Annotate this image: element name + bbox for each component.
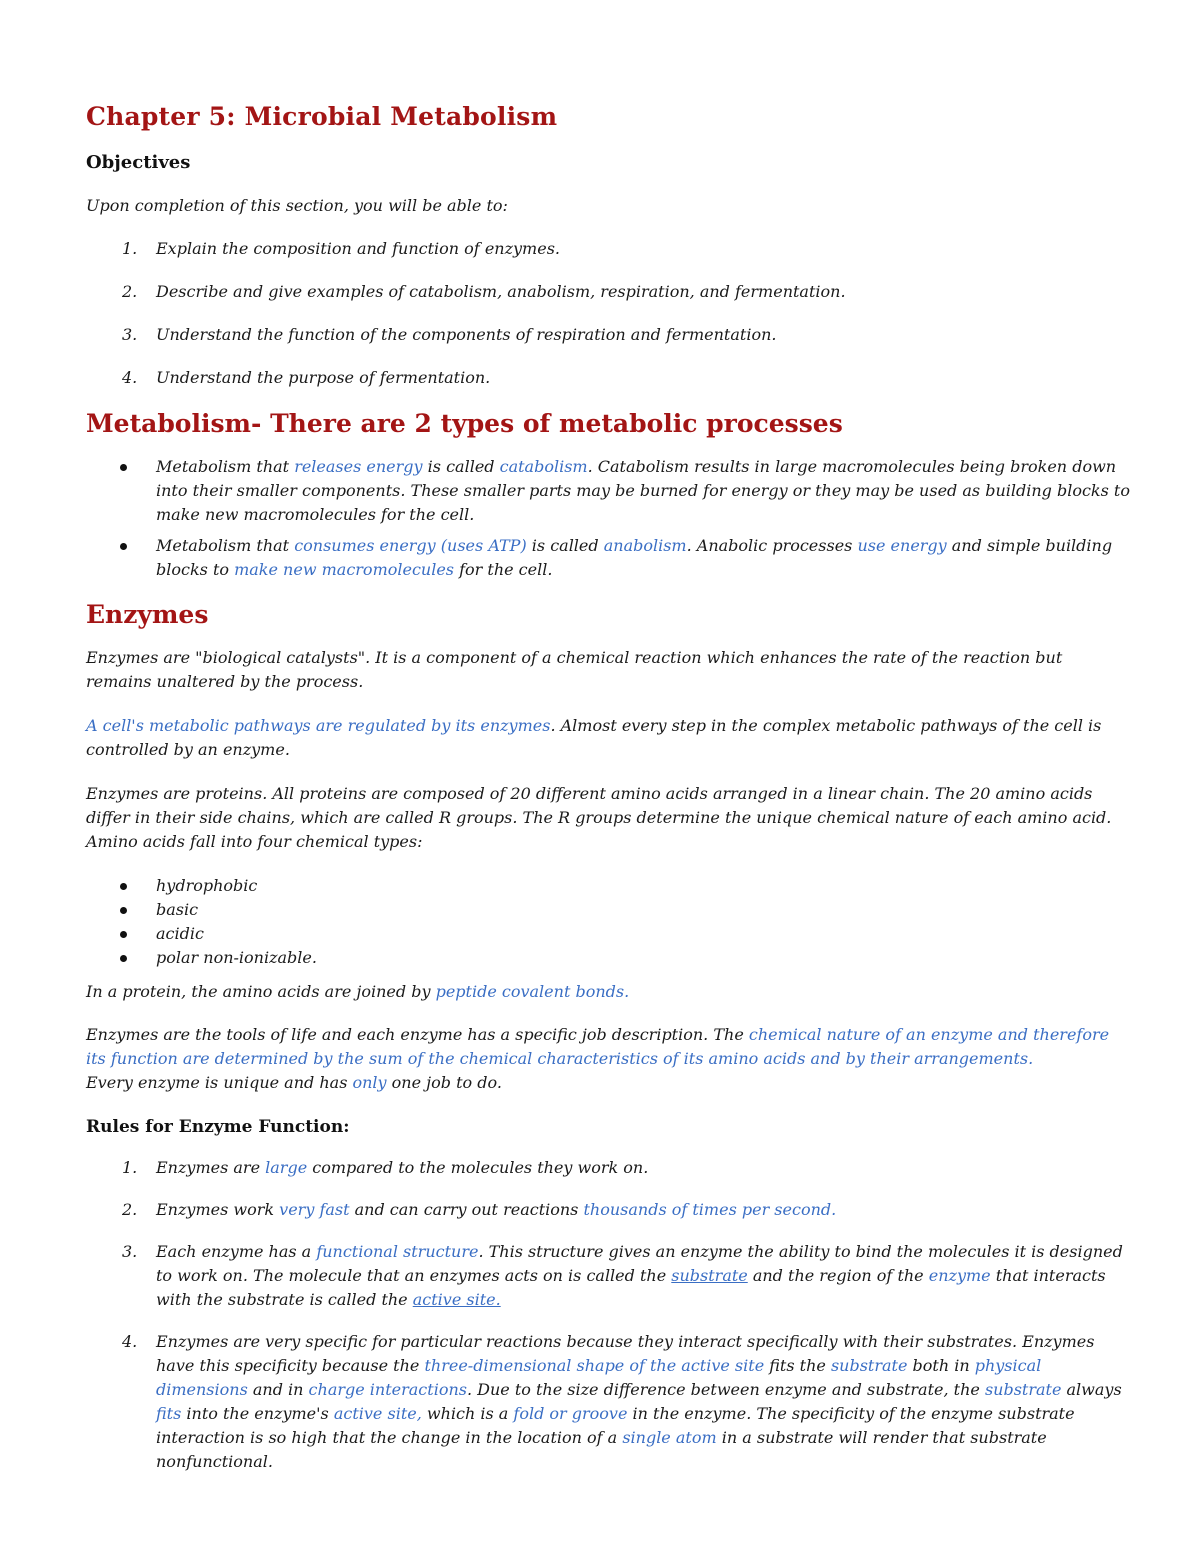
list-item-text: Understand the purpose of fermentation. bbox=[156, 368, 491, 387]
list-item: 3. Each enzyme has a functional structure. This structure gives an enzyme the ability to bind the molecules it is designed to work on. The molecule that an enzymes acts on is called the substrate and the region of the enzyme that interacts with the substrate is called the active site. bbox=[122, 1242, 1123, 1309]
enzymes-paragraph: Enzymes are "biological catalysts". It is a component of a chemical reaction which enhances the rate of the reaction but remains unaltered by the process. bbox=[86, 648, 1063, 691]
list-item: Metabolism that consumes energy (uses ATP) is called anabolism. Anabolic processes use energy and simple building blocks to make new macromolecules for the cell. bbox=[86, 534, 1130, 582]
list-item: Metabolism that releases energy is called catabolism. Catabolism results in large macromolecules being broken down into their smaller components. These smaller parts may be burned for energy or they may be used as building blocks to make new macromolecules for the cell. bbox=[86, 455, 1130, 527]
bullet-icon bbox=[120, 907, 127, 914]
objectives-heading: Objectives bbox=[86, 152, 191, 173]
list-item: acidic bbox=[86, 922, 1130, 946]
list-item: hydrophobic bbox=[86, 874, 1130, 898]
enzymes-paragraph: Enzymes are the tools of life and each enzyme has a specific job description. The chemical nature of an enzyme and therefore its function are determined by the sum of the chemical characteristics of its amino acids and by their arrangements. bbox=[86, 1025, 1110, 1068]
enzymes-paragraph: Enzymes are proteins. All proteins are composed of 20 different amino acids arranged in a linear chain. The 20 amino acids differ in their side chains, which are called R groups. The R groups determine the unique chemical nature of each amino acid. Amino acids fall into four chemical types: bbox=[86, 784, 1112, 851]
bullet-icon bbox=[120, 543, 127, 550]
list-number: 3. bbox=[122, 325, 138, 344]
enzymes-paragraph: In a protein, the amino acids are joined by peptide covalent bonds. bbox=[86, 982, 630, 1001]
objectives-list bbox=[86, 237, 1130, 390]
bullet-icon bbox=[120, 464, 127, 471]
metabolism-list bbox=[86, 455, 1130, 582]
list-item: basic bbox=[86, 898, 1130, 922]
rules-heading: Rules for Enzyme Function: bbox=[86, 1117, 350, 1137]
list-item-text: Explain the composition and function of enzymes. bbox=[156, 239, 560, 258]
objectives-intro: Upon completion of this section, you will be able to: bbox=[86, 196, 508, 215]
rules-list bbox=[86, 1156, 1130, 1474]
list-item-text: Describe and give examples of catabolism, anabolism, respiration, and fermentation. bbox=[156, 282, 846, 301]
metabolism-heading: Metabolism- There are 2 types of metabolic processes bbox=[86, 409, 843, 438]
bullet-icon bbox=[120, 931, 127, 938]
enzymes-heading: Enzymes bbox=[86, 600, 209, 629]
page-title: Chapter 5: Microbial Metabolism bbox=[86, 102, 558, 131]
list-item-text: Understand the function of the components of respiration and fermentation. bbox=[156, 325, 777, 344]
bullet-icon bbox=[120, 883, 127, 890]
list-number: 2. bbox=[122, 282, 138, 301]
list-item: 2. Enzymes work very fast and can carry out reactions thousands of times per second. bbox=[122, 1200, 837, 1219]
list-item bbox=[86, 366, 1130, 390]
list-item: 1. Enzymes are large compared to the molecules they work on. bbox=[122, 1158, 649, 1177]
list-item bbox=[86, 280, 1130, 304]
list-item bbox=[86, 323, 1130, 347]
amino-acid-types-list bbox=[86, 874, 1130, 970]
enzymes-paragraph: A cell's metabolic pathways are regulated by its enzymes. Almost every step in the complex metabolic pathways of the cell is controlled by an enzyme. bbox=[86, 716, 1102, 759]
list-number: 4. bbox=[122, 368, 138, 387]
bullet-icon bbox=[120, 955, 127, 962]
list-item bbox=[86, 237, 1130, 261]
enzymes-paragraph: Every enzyme is unique and has only one job to do. bbox=[86, 1073, 502, 1092]
list-item: 4. Enzymes are very specific for particular reactions because they interact specifically with their substrates. Enzymes have this specificity because the three-dimensional shape of the active site fits the substrate both in physical dimensions and in charge interactions. Due to the size difference between enzyme and substrate, the substrate always fits into the enzyme's active site, which is a fold or groove in the enzyme. The specificity of the enzyme substrate interaction is so high that the change in the location of a single atom in a substrate will render that substrate nonfunctional. bbox=[122, 1332, 1122, 1471]
list-item: polar non-ionizable. bbox=[86, 946, 1130, 970]
list-number: 1. bbox=[122, 239, 138, 258]
